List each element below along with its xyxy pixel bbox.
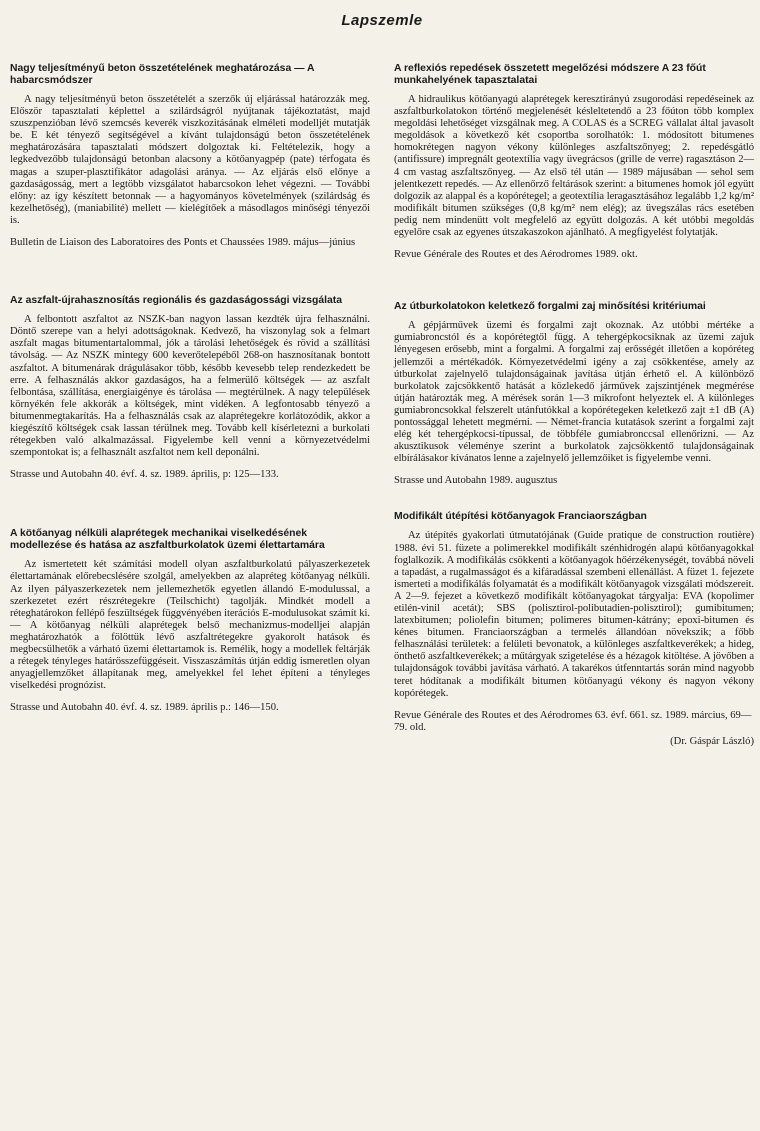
- article-title: Az aszfalt-újrahasznosítás regionális és gazdaságossági vizsgálata: [10, 295, 343, 307]
- article-source: Revue Générale des Routes et des Aérodromes 1989. okt.: [394, 249, 638, 261]
- article-body: A nagy teljesítményű beton összetételét a szerzők új eljárással határozzák meg. Először tapasztalati képlettel a szilárdságról nyújtanak tájékoztatást, majd szuszpenzióban lévő szemcsés keverék viszkozitásának elméleti modelljét mutatják be. E két tényező segítségével a kívánt tulajdonságú beton összetételének meghatározására tapasztalati módszert dolgoztak ki. Feltételezik, hogy a legkedvezőbb tulajdonságú betonban alacsony a kötőanyagpép (pate) térfogata és magas a szuper-plasztifikátor adagolási aránya. — Az eljárás első előnye a gazdaságosság, mert a legtöbb vizsgálatot habarcsokon lehet végezni. — További előny: az így készített betonnak — a hagyományos követelmények (szilárdság és kezelhetőség), (maniabilité) mellett — kielégítőek a másodlagos minőségi tényezői is.: [10, 94, 370, 226]
- article-title: A kötőanyag nélküli alaprétegek mechanikai viselkedésének modellezése és hatása az aszfaltburkolatok üzemi élettartamára: [10, 528, 325, 552]
- article-source: Bulletin de Liaison des Laboratoires des Ponts et Chaussées 1989. május—június: [10, 237, 356, 249]
- article-body: A hidraulikus kötőanyagú alaprétegek keresztirányú zsugorodási repedéseinek az aszfaltburkolatokon történő megjelenését késleltetendő a 23 főúton több komplex megoldási lehetőséget vizsgálnak meg. A COLAS és a SCREG vállalat által javasolt megoldások a következő két csoportba sorolhatók: 1. módosított bitumenes homokrétegen nagyon vékony különleges aszfaltszőnyeg; 2. repedésgátló (antifissure) impregnált geotextília vagy üvegrácsos (grille de verre) ragasztáson 2—4 cm vastag aszfaltszőnyeg. — Az első tél után — 1989 májusában — sehol sem jelentkezett repedés. — Az ellenőrző feltárások szerint: a bitumenes homok jól együtt dolgozik az alappal és a kopórétegel; a geotextília leragasztásához legalább 1,2 kg/m² modifikált bitumen szükséges (0,8 kg/m² nem elég); az üvegszálas rács esetében pedig nem mindenütt volt megfelelő az együtt dolgozás. A két utóbbi megoldás egyelőre csak az egyenes útszakaszokon ajánlható. A megfigyelést folytatják.: [394, 94, 754, 239]
- article-title: A reflexiós repedések összetett megelőzési módszere A 23 főút munkahelyének tapasztalatai: [394, 63, 706, 86]
- article-body: A gépjárművek üzemi és forgalmi zajt okoznak. Az utóbbi mértéke a gumiabroncstól és a kopórétegtől függ. A tehergépkocsiknak az üzemi zajuk lényegesen erősebb, mint a forgalmi. A forgalmi zaj erősségét illetően a kopóréteg jellemzői a mértékadók. Környezetvédelmi igény a zaj csökkentése, amely az útburkolat zajelnyelő tulajdonságainak javítása útján érhető el. A különböző burkolatok zajcsökkentő hatását a közlekedő járművek zajszintjének megmérése útján határozták meg. A mérések során 1—3 mikrofont helyeztek el. A különleges gumiabroncsokkal felszerelt utánfutókkal a kopórétegeken keletkező zajt ±1 dB (A) pontossággal lehetett megmérni. — Német-francia kutatások szerint a forgalmi zajt elég két tehergépkocsi-típussal, de többféle gumiabronccsal ellenőrizni. — Az akusztikusok véleménye szerint a burkolatok zajcsökkentő tulajdonságainak elbírálásakor kívánatos lenne a zajelnyelő jellemzőiket is figyelembe venni.: [394, 320, 754, 465]
- article-title: Az útburkolatokon keletkező forgalmi zaj minősítési kritériumai: [394, 301, 706, 313]
- article-traffic-noise: [394, 301, 754, 487]
- article-reflective-cracks: [394, 63, 754, 261]
- columns: [10, 63, 754, 748]
- article-body: Az útépítés gyakorlati útmutatójának (Guide pratique de construction routière) 1988. évi 51. füzete a polimerekkel modifikált szénhidrogén alapú kötőanyagokkal foglalkozik. A modifikálás csökkenti a kötőanyagok hőérzékenységét, továbbá növeli a tapadást, a rugalmasságot és a kifáradással szembeni ellenállást. A füzet 1. fejezete ismerteti a modifikálás folyamatát és a modifikált kötőanyagok vizsgálati módszereit. A 2—9. fejezet a következő modifikált kötőanyagokat tárgyalja: EVA (kopolimer etilén-vinil acetát); SBS (polisztirol-polibutadien-polisztirol); gumibitumen; latexbitumen; poliolefin bitumen; polimeres bitumen-kátrány; epoxi-bitumen és kénes bitumen. Franciaországban a termelés állandóan növekszik; a főbb felhasználási területek: a felületi bevonatok, a különleges aszfaltkeverékek; a hideg, önthető aszfaltkeverékek; a műtárgyak szigetelése és a hézagok kitöltése. A jövőben a tulajdonságok további javítása várható. A takarékos útfenntartás során mind nagyobb teret hódítanak a modifikált bitumen kötőanyagú vékony és nagyon vékony kopórétegek.: [394, 530, 754, 699]
- article-body: Az ismertetett két számítási modell olyan aszfaltburkolatú pályaszerkezetek élettartamának előrebecslésére szolgál, amelyekben az alapréteg kötőanyag nélküli. Az ilyen pályaszerkezetek nem jellemezhetők egyetlen állandó E-modulussal, a szerkezetet ezért részrétegekre (Teilschicht) tagolják. Mindkét modell a réteghatárokon fellépő feszültségek függvényében iterációs E-modulusokat számít ki. — A kötőanyag nélküli alaprétegek belső mechanizmus-modelljei alapján meghatározhatók a fölöttük lévő aszfaltrétegekre gyakorolt hatások és megbecsülhetők a várható üzemi élettartamok is. Remélik, hogy a modellek feltárják a rétegek tényleges határösszefüggéseit. Visszaszámítás útján eddig ismeretlen olyan anyagjellemzőket állapítanak meg, amelyekkel fel lehet építeni a tényleges viselkedési prognózist.: [10, 559, 370, 692]
- page-title: Lapszemle: [341, 12, 423, 29]
- article-author: (Dr. Gáspár László): [670, 735, 754, 747]
- article-unbound-base-layers: [10, 528, 370, 714]
- article-asphalt-recycling: [10, 295, 370, 481]
- article-title: Nagy teljesítményű beton összetételének meghatározása — A habarcsmódszer: [10, 63, 315, 86]
- article-source: Strasse und Autobahn 1989. augusztus: [394, 475, 558, 487]
- article-high-performance-concrete: [10, 63, 370, 249]
- article-body: A felbontott aszfaltot az NSZK-ban nagyon lassan kezdték újra felhasználni. Döntő szerepe van a helyi adottságoknak. Kedvező, ha viszonylag sok a felmart aszfalt magas bitumentartalommal, jók a tárolási lehetőségek és rövid a szállítási távolság. — Az NSZK mintegy 600 keverőtelepéből 268-on hasznosítanak bontott aszfaltot. A bitumenárak drágulásakor több, később kevesebb telep rendezkedett be erre. A felhasználás akkor gazdaságos, ha a felmerülő költségek — az aszfalt felbontása, szállítása, energiaigénye és tárolása — megtérülnek. A nagy települések környékén fele akkorák a költségek, mint vidéken. A legfontosabb tényező a bitumenmegtakarítás. Ha a felhasználás csak az alaprétegekre korlátozódik, akkor a kiegészítő költségek csak lassan térülnek meg. Tovább kell kísérletezni a burkolati rétegekben való alkalmazással. Figyelembe kell venni a környezetvédelmi szempontokat is; a felhasznált aszfaltot nem kell deponálni.: [10, 314, 370, 459]
- article-source: Strasse und Autobahn 40. évf. 4. sz. 1989. április, p: 125—133.: [10, 469, 279, 481]
- article-title: Modifikált útépítési kötőanyagok Franciaországban: [394, 511, 647, 523]
- left-column: [10, 63, 370, 748]
- article-modified-binders: [394, 511, 754, 748]
- right-column: [394, 63, 754, 748]
- article-source: Strasse und Autobahn 40. évf. 4. sz. 1989. április p.: 146—150.: [10, 702, 279, 714]
- article-source: Revue Générale des Routes et des Aérodromes 63. évf. 661. sz. 1989. március, 69—79. old.: [394, 709, 752, 733]
